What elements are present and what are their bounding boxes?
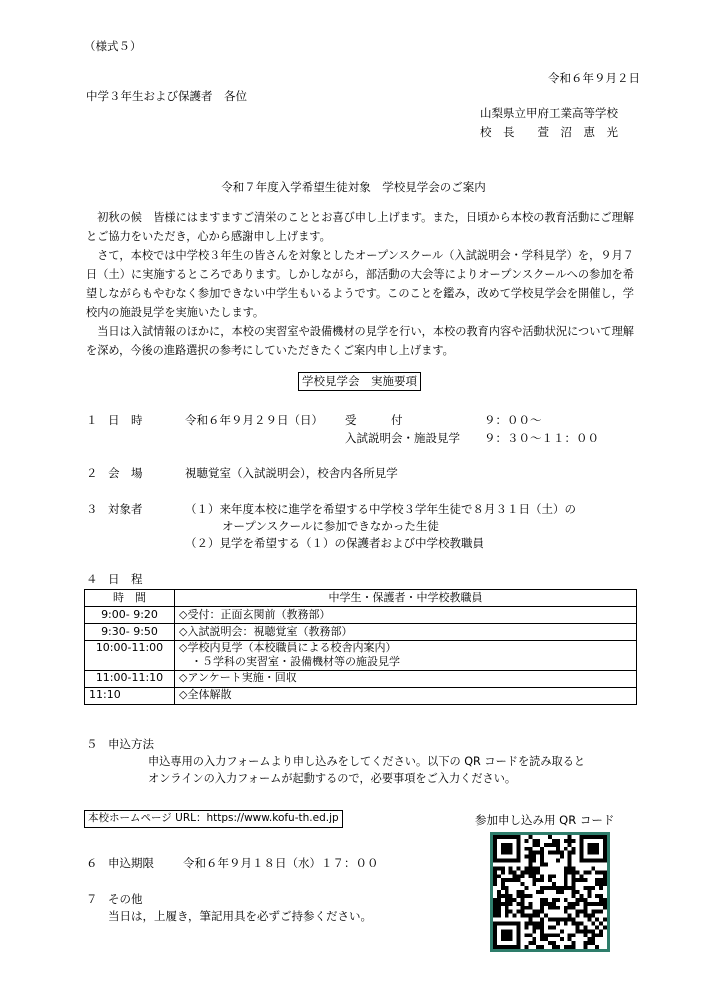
target-line: （２）見学を希望する（１）の保護者および中学校教職員: [185, 536, 484, 550]
item-label: 日 時: [108, 413, 143, 427]
body-paragraphs: [86, 208, 634, 360]
item-number: ３: [86, 502, 98, 516]
apply-line: 申込専用の入力フォームより申し込みをしてください。以下の QR コードを読み取ると: [148, 755, 586, 768]
table-row: [85, 624, 637, 641]
desc-cell: ◇受付：正面玄関前（教務部）: [175, 607, 637, 624]
item-number: ６: [86, 856, 98, 870]
form-number: （様式５）: [84, 39, 142, 53]
schedule-table: [84, 589, 637, 705]
desc-cell: ◇アンケート実施・回収: [175, 670, 637, 687]
school-name: 山梨県立甲府工業高等学校: [480, 106, 618, 120]
column-header: 時 間: [85, 590, 175, 607]
item-number: １: [86, 413, 98, 427]
table-row: [85, 641, 637, 671]
section-heading: 学校見学会 実施要項: [298, 372, 421, 391]
paragraph: 初秋の候 皆様にはますますご清栄のこととお喜び申し上げます。また，日頃から本校の教育活動にご理解とご協力をいただき，心から感謝申し上げます。: [86, 211, 634, 243]
time-cell: 11:00-11:10: [85, 670, 175, 687]
homepage-url[interactable]: 本校ホームページ URL：https://www.kofu-th.ed.jp: [84, 810, 343, 828]
reception-time: ９：００～: [484, 413, 542, 427]
target-line: （１）来年度本校に進学を希望する中学校３学年生徒で８月３１日（土）の: [185, 502, 576, 516]
time-cell: 10:00-11:00: [85, 641, 175, 671]
document-date: 令和６年９月２日: [548, 71, 640, 85]
session-time: ９：３０～１１：００: [484, 431, 599, 445]
qr-code-icon: [493, 835, 607, 949]
target-line: オープンスクールに参加できなかった生徒: [222, 519, 439, 533]
column-header: 中学生・保護者・中学校教職員: [175, 590, 637, 607]
desc-line: ・５学科の実習室・設備機材等の施設見学: [191, 655, 400, 669]
time-cell: 11:10: [85, 687, 175, 704]
item-label: その他: [108, 892, 143, 906]
table-header-row: [85, 590, 637, 607]
table-row: [85, 607, 637, 624]
time-cell: 9:00- 9:20: [85, 607, 175, 624]
item-label: 対象者: [108, 502, 143, 516]
qr-caption: 参加申し込み用 QR コード: [475, 813, 615, 827]
session-label: 入試説明会・施設見学: [345, 431, 460, 445]
item-label: 申込期限: [108, 856, 154, 870]
time-cell: 9:30- 9:50: [85, 624, 175, 641]
document-title: 令和７年度入学希望生徒対象 学校見学会のご案内: [221, 180, 486, 194]
item-label: 申込方法: [108, 737, 154, 751]
item-number: ７: [86, 892, 98, 906]
recipient: 中学３年生および保護者 各位: [86, 89, 247, 103]
table-row: [85, 670, 637, 687]
item-label: 会 場: [108, 466, 143, 480]
item-number: ２: [86, 466, 98, 480]
deadline: 令和６年９月１８日（水）１７：００: [183, 856, 379, 870]
venue: 視聴覚室（入試説明会），校舎内各所見学: [185, 466, 398, 480]
desc-cell: ◇入試説明会：視聴覚室（教務部）: [175, 624, 637, 641]
reception-label: 受 付: [345, 413, 403, 427]
item-label: 日 程: [108, 572, 143, 586]
notes: 当日は，上履き，筆記用具を必ずご持参ください。: [108, 909, 373, 923]
paragraph: さて，本校では中学校３年生の皆さんを対象としたオープンスクール（入試説明会・学科見学）を，９月７日（土）に実施するところであります。しかしながら，部活動の大会等によりオープンスクールへの参加を希望しながらもやむなく参加できない中学生もいるようです。このことを鑑み，改めて学校見学会を開催し，学校内の施設見学を実施いたします。: [86, 249, 634, 319]
paragraph: 当日は入試情報のほかに，本校の実習室や設備機材の見学を行い，本校の教育内容や活動状況について理解を深め，今後の進路選択の参考にしていただきたくご案内申し上げます。: [86, 325, 634, 357]
desc-cell: ◇全体解散: [175, 687, 637, 704]
apply-line: オンラインの入力フォームが起動するので，必要事項をご入力ください。: [148, 772, 517, 785]
item-number: ４: [86, 572, 98, 586]
item-number: ５: [86, 737, 98, 751]
qr-code[interactable]: [490, 832, 610, 952]
principal-name: 校 長 萱 沼 恵 光: [480, 125, 618, 139]
desc-cell: [175, 641, 637, 671]
table-row: [85, 687, 637, 704]
event-date: 令和６年９月２９日（日）: [185, 413, 323, 427]
desc-line: ◇学校内見学（本校職員による校舎内案内）: [179, 641, 397, 654]
